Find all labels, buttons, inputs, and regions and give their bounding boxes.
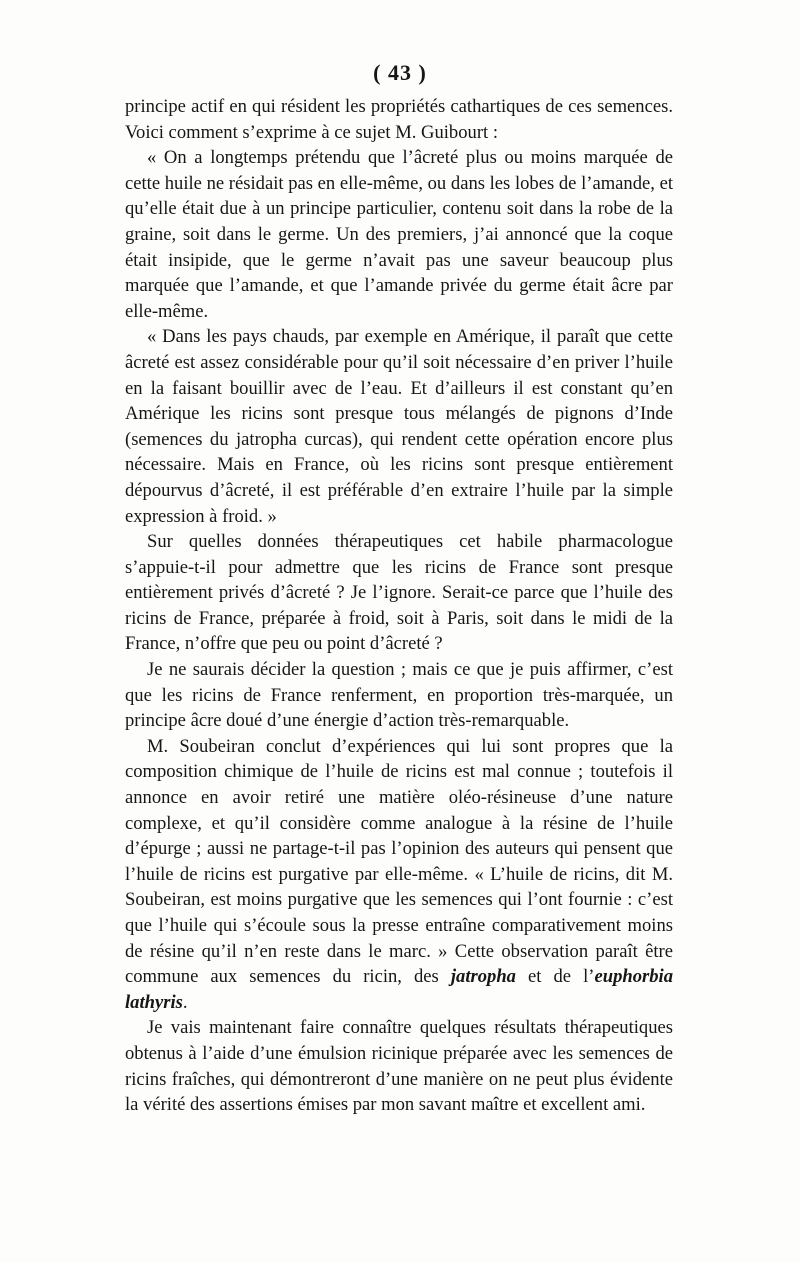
- paragraph-1: principe actif en qui résident les propriétés cathartiques de ces semences. Voici comment s’exprime à ce sujet M. Guibourt :: [125, 96, 673, 143]
- paragraph-7: Je vais maintenant faire connaître quelques résultats thérapeutiques obtenus à l’aide d’une émulsion ricinique préparée avec les semences de ricins fraîches, qui démontreront d’une manière on ne peut plus évidente la vérité des assertions émises par mon savant maître et excellent ami.: [125, 1017, 673, 1116]
- page-number: ( 43 ): [373, 60, 427, 85]
- paragraph-6: [125, 734, 673, 1016]
- term-jatropha: jatropha: [450, 966, 516, 988]
- body-text: [125, 94, 673, 1118]
- term-end: .: [182, 991, 188, 1013]
- paragraph-2-quote: « On a longtemps prétendu que l’âcreté plus ou moins marquée de cette huile ne résidait pas en elle-même, ou dans les lobes de l’amande, et qu’elle était due à un principe particulier, contenu soit dans la robe de la graine, soit dans le germe. Un des premiers, j’ai annoncé que la coque était insipide, que le germe n’avait pas une saveur beaucoup plus marquée que l’amande, et que l’amande privée du germe était âcre par elle-même.: [125, 147, 673, 322]
- paragraph-4: Sur quelles données thérapeutiques cet habile pharmacologue s’appuie-t-il pour admettre que les ricins de France sont presque entièrement privés d’âcreté ? Je l’ignore. Serait-ce parce que l’huile des ricins de France, préparée à froid, soit à Paris, soit dans le midi de la France, n’offre que peu ou point d’âcreté ?: [125, 531, 673, 655]
- paragraph-6-text: M. Soubeiran conclut d’expériences qui lui sont propres que la composition chimique de l’huile de ricins est mal connue ; toutefois il annonce en avoir retiré une matière oléo-résineuse d’une nature complexe, et qu’il considère comme analogue à la résine de l’huile d’épurge ; aussi ne partage-t-il pas l’opinion des auteurs qui pensent que l’huile de ricins est purgative par elle-même. « L’huile de ricins, dit M. Soubeiran, est moins purgative que les semences qui l’ont fournie : c’est que l’huile qui s’écoule sous la presse entraîne comparativement moins de résine qu’il n’en reste dans le marc. » Cette observation paraît être commune aux semences du ricin, des: [125, 735, 673, 988]
- paragraph-3-quote: « Dans les pays chauds, par exemple en Amérique, il paraît que cette âcreté est assez considérable pour qu’il soit nécessaire d’en priver l’huile en la faisant bouillir avec de l’eau. Et d’ailleurs il est constant qu’en Amérique les ricins sont presque tous mélangés de pignons d’Inde (semences du jatropha curcas), qui rendent cette opération encore plus nécessaire. Mais en France, où les ricins sont presque entièrement dépourvus d’âcreté, il est préférable d’en extraire l’huile par la simple expression à froid. »: [125, 326, 673, 527]
- paragraph-5: Je ne saurais décider la question ; mais ce que je puis affirmer, c’est que les ricins de France renferment, en proportion très-marquée, un principe âcre doué d’une énergie d’action très-remarquable.: [125, 659, 673, 732]
- term-euphorbia: euphorbia lathyris: [125, 966, 673, 1013]
- term-connector: et de l’: [515, 966, 595, 988]
